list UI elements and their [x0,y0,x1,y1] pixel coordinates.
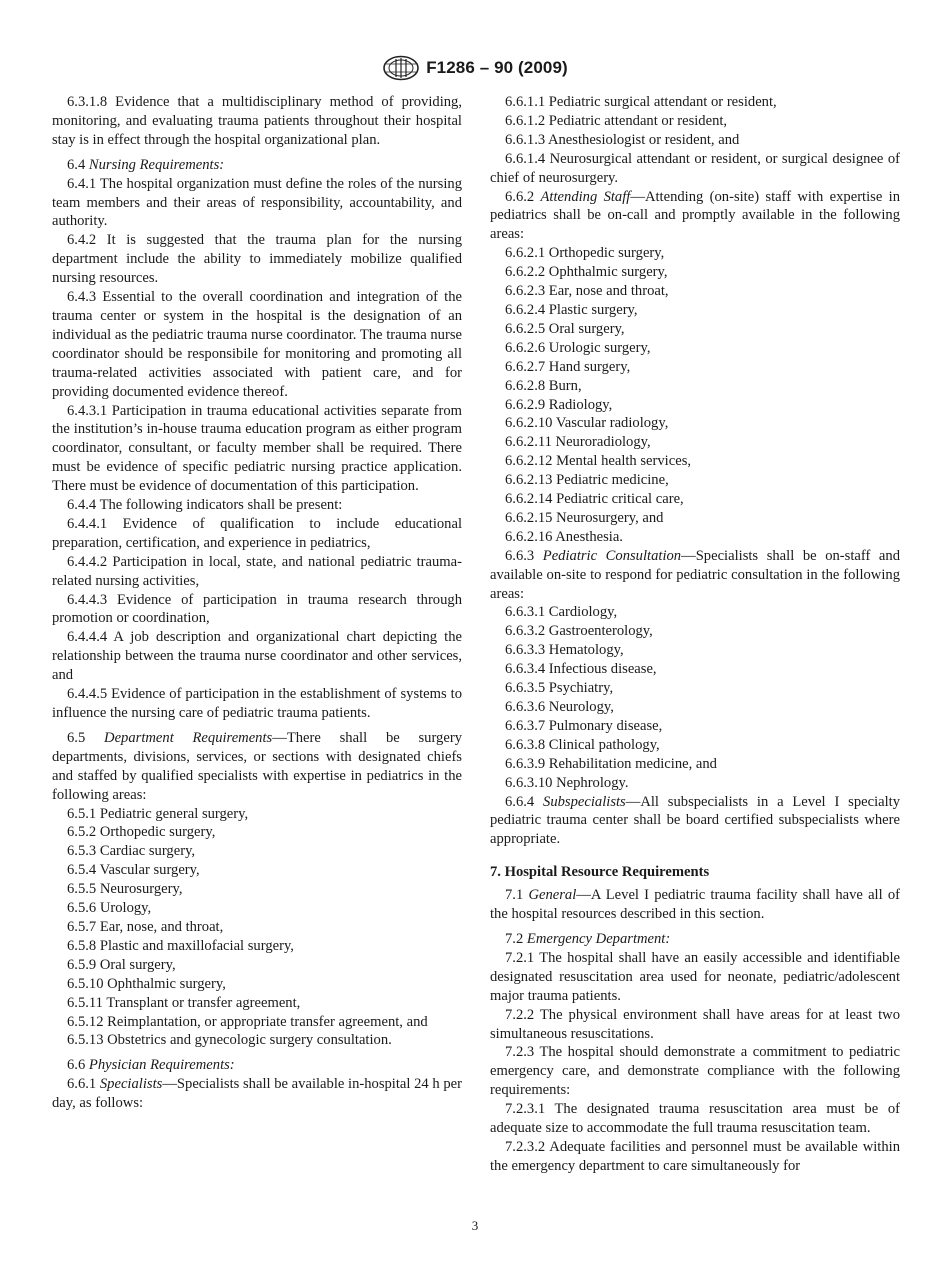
list-item: 6.6.2.13 Pediatric medicine, [505,472,669,489]
list-6-6-3 [490,603,900,792]
astm-logo-icon [382,55,420,81]
section-heading-7-2: 7.2 Emergency Department: [505,930,671,947]
list-item: 6.6.2.9 Radiology, [505,396,613,413]
list-item: 6.6.2.5 Oral surgery, [505,320,625,337]
list-item: 6.5.1 Pediatric general surgery, [67,805,249,822]
list-item: 6.6.1.2 Pediatric attendant or resident, [505,112,728,129]
paragraph-6-4-3-1: 6.4.3.1 Participation in trauma educational activities separate from the institution’s in-house trauma education program as either program coordinator, consultant, or faculty member shall be required. There must be evidence of specific pediatric nursing practice application. There must be evidence of documentation of this participation. [52,402,462,495]
list-item: 6.6.3.7 Pulmonary disease, [505,717,663,734]
list-item: 6.5.8 Plastic and maxillofacial surgery, [67,937,294,954]
list-item: 6.6.3.3 Hematology, [505,642,624,659]
paragraph-6-5: 6.5 Department Requirements—There shall be surgery departments, divisions, services, or sections with designated chiefs and staffed by qualified specialists with expertise in pediatrics in the following areas: [52,729,462,803]
page-header [0,55,950,85]
page-number: 3 [471,1218,479,1233]
section-heading-6-6: 6.6 Physician Requirements: [67,1057,235,1074]
list-item: 6.5.10 Ophthalmic surgery, [67,975,226,992]
list-item: 6.6.2.2 Ophthalmic surgery, [505,264,668,281]
paragraph-6-4-4-3: 6.4.4.3 Evidence of participation in trauma research through promotion or coordination, [52,591,462,627]
paragraph-6-4-1: 6.4.1 The hospital organization must define the roles of the nursing team members and their areas of responsibility, accountability, and authority. [52,175,462,230]
right-column [490,93,900,1176]
list-item: 6.5.3 Cardiac surgery, [67,843,196,860]
list-item: 6.5.4 Vascular surgery, [67,862,200,879]
list-item: 6.6.2.10 Vascular radiology, [505,415,669,432]
list-item: 6.6.3.1 Cardiology, [505,604,618,621]
paragraph-7-2-1: 7.2.1 The hospital shall have an easily accessible and identifiable designated resuscitation area used for neonate, pediatric/adolescent major trauma patients. [490,949,900,1004]
list-item: 6.5.5 Neurosurgery, [67,881,183,898]
list-item: 6.5.7 Ear, nose, and throat, [67,918,224,935]
list-6-6-1 [490,93,900,150]
section-heading-6-4: 6.4 Nursing Requirements: [67,156,225,173]
paragraph-6-6-4: 6.6.4 Subspecialists—All subspecialists in a Level I specialty pediatric trauma center shall be board certified subspecialists where appropriate. [490,793,901,848]
list-item: 6.5.2 Orthopedic surgery, [67,824,216,841]
paragraph-6-6-1: 6.6.1 Specialists—Specialists shall be available in-hospital 24 h per day, as follows: [52,1076,462,1112]
standard-designation: F1286 – 90 (2009) [426,58,568,77]
paragraph-7-1: 7.1 General—A Level I pediatric trauma facility shall have all of the hospital resources described in this section. [490,887,901,923]
list-item: 6.6.2.15 Neurosurgery, and [505,509,664,526]
list-item: 6.6.3.10 Nephrology. [505,774,629,791]
paragraph-6-4-4-1: 6.4.4.1 Evidence of qualification to include educational preparation, certification, and experience in pediatrics, [52,515,462,551]
list-item: 6.6.3.8 Clinical pathology, [505,736,660,753]
list-item: 6.6.2.12 Mental health services, [505,453,692,470]
paragraph-7-2-2: 7.2.2 The physical environment shall have areas for at least two simultaneous resuscitations. [490,1006,900,1042]
left-column [52,93,462,1113]
paragraph-6-4-4-5: 6.4.4.5 Evidence of participation in the establishment of systems to influence the nursing care of pediatric trauma patients. [52,686,462,721]
paragraph-6-6-3: 6.6.3 Pediatric Consultation—Specialists shall be on-staff and available on-site to respond for pediatric consultation in the following areas: [490,547,900,602]
list-item: 6.5.6 Urology, [67,900,152,917]
list-item: 6.6.1.3 Anesthesiologist or resident, and [505,131,740,148]
section-heading-7: 7. Hospital Resource Requirements [490,864,710,881]
list-item: 6.6.2.7 Hand surgery, [505,358,631,375]
paragraph-7-2-3-1: 7.2.3.1 The designated trauma resuscitation area must be of adequate size to accommodate the full trauma resuscitation team. [490,1101,900,1137]
list-item: 6.6.2.6 Urologic surgery, [505,339,651,356]
paragraph-6-4-4-4: 6.4.4.4 A job description and organizational chart depicting the relationship between the trauma nurse coordinator and other services, and [52,629,462,684]
paragraph-6-6-2: 6.6.2 Attending Staff—Attending (on-site) staff with expertise in pediatrics shall be on-call and promptly available in the following areas: [490,188,900,243]
paragraph-6-4-2: 6.4.2 It is suggested that the trauma plan for the nursing department include the ability to immediately mobilize qualified nursing resources. [52,232,462,287]
list-item: 6.6.2.1 Orthopedic surgery, [505,245,665,262]
paragraph-6-5-13: 6.5.13 Obstetrics and gynecologic surgery consultation. [67,1032,392,1049]
list-item: 6.6.2.14 Pediatric critical care, [505,491,684,508]
paragraph-7-2-3: 7.2.3 The hospital should demonstrate a commitment to pediatric emergency care, and demonstrate compliance with the following requirements: [490,1044,900,1099]
list-item: 6.6.1.1 Pediatric surgical attendant or resident, [505,94,777,110]
list-item: 6.5.9 Oral surgery, [67,956,176,973]
list-item: 6.6.2.16 Anesthesia. [505,528,623,545]
paragraph-6-4-3: 6.4.3 Essential to the overall coordination and integration of the trauma center or system in the hospital is the designation of an individual as the pediatric trauma nurse coordinator. The trauma nurse coordinator should be responsibile for monitoring and promoting all trauma-related activities associated with patient care, and for providing documented evidence thereof. [52,289,462,400]
list-item: 6.6.3.5 Psychiatry, [505,680,614,697]
list-item: 6.6.2.3 Ear, nose and throat, [505,283,669,300]
list-6-6-2 [490,244,900,547]
paragraph-6-4-4-2: 6.4.4.2 Participation in local, state, and national pediatric trauma-related nursing activities, [52,553,462,589]
list-item: 6.5.11 Transplant or transfer agreement, [67,994,301,1011]
list-6-5 [52,805,462,1013]
list-item: 6.6.3.4 Infectious disease, [505,661,657,678]
list-item: 6.6.2.8 Burn, [505,377,582,394]
list-item: 6.6.3.9 Rehabilitation medicine, and [505,755,717,772]
paragraph-6-4-4: 6.4.4 The following indicators shall be present: [67,497,343,514]
list-item: 6.6.3.2 Gastroenterology, [505,623,653,640]
list-item: 6.6.3.6 Neurology, [505,699,614,715]
paragraph-6-6-1-4: 6.6.1.4 Neurosurgical attendant or resident, or surgical designee of chief of neurosurgery. [490,150,900,186]
list-item: 6.6.2.11 Neuroradiology, [505,434,651,451]
paragraph-6-3-1-8: 6.3.1.8 Evidence that a multidisciplinary method of providing, monitoring, and evaluating trauma patients throughout their hospital stay is in effect through the hospital organizational plan. [52,94,462,148]
list-item: 6.6.2.4 Plastic surgery, [505,301,638,318]
paragraph-7-2-3-2: 7.2.3.2 Adequate facilities and personnel must be available within the emergency department to care simultaneously for [490,1138,900,1174]
paragraph-6-5-12: 6.5.12 Reimplantation, or appropriate transfer agreement, and [67,1013,428,1030]
